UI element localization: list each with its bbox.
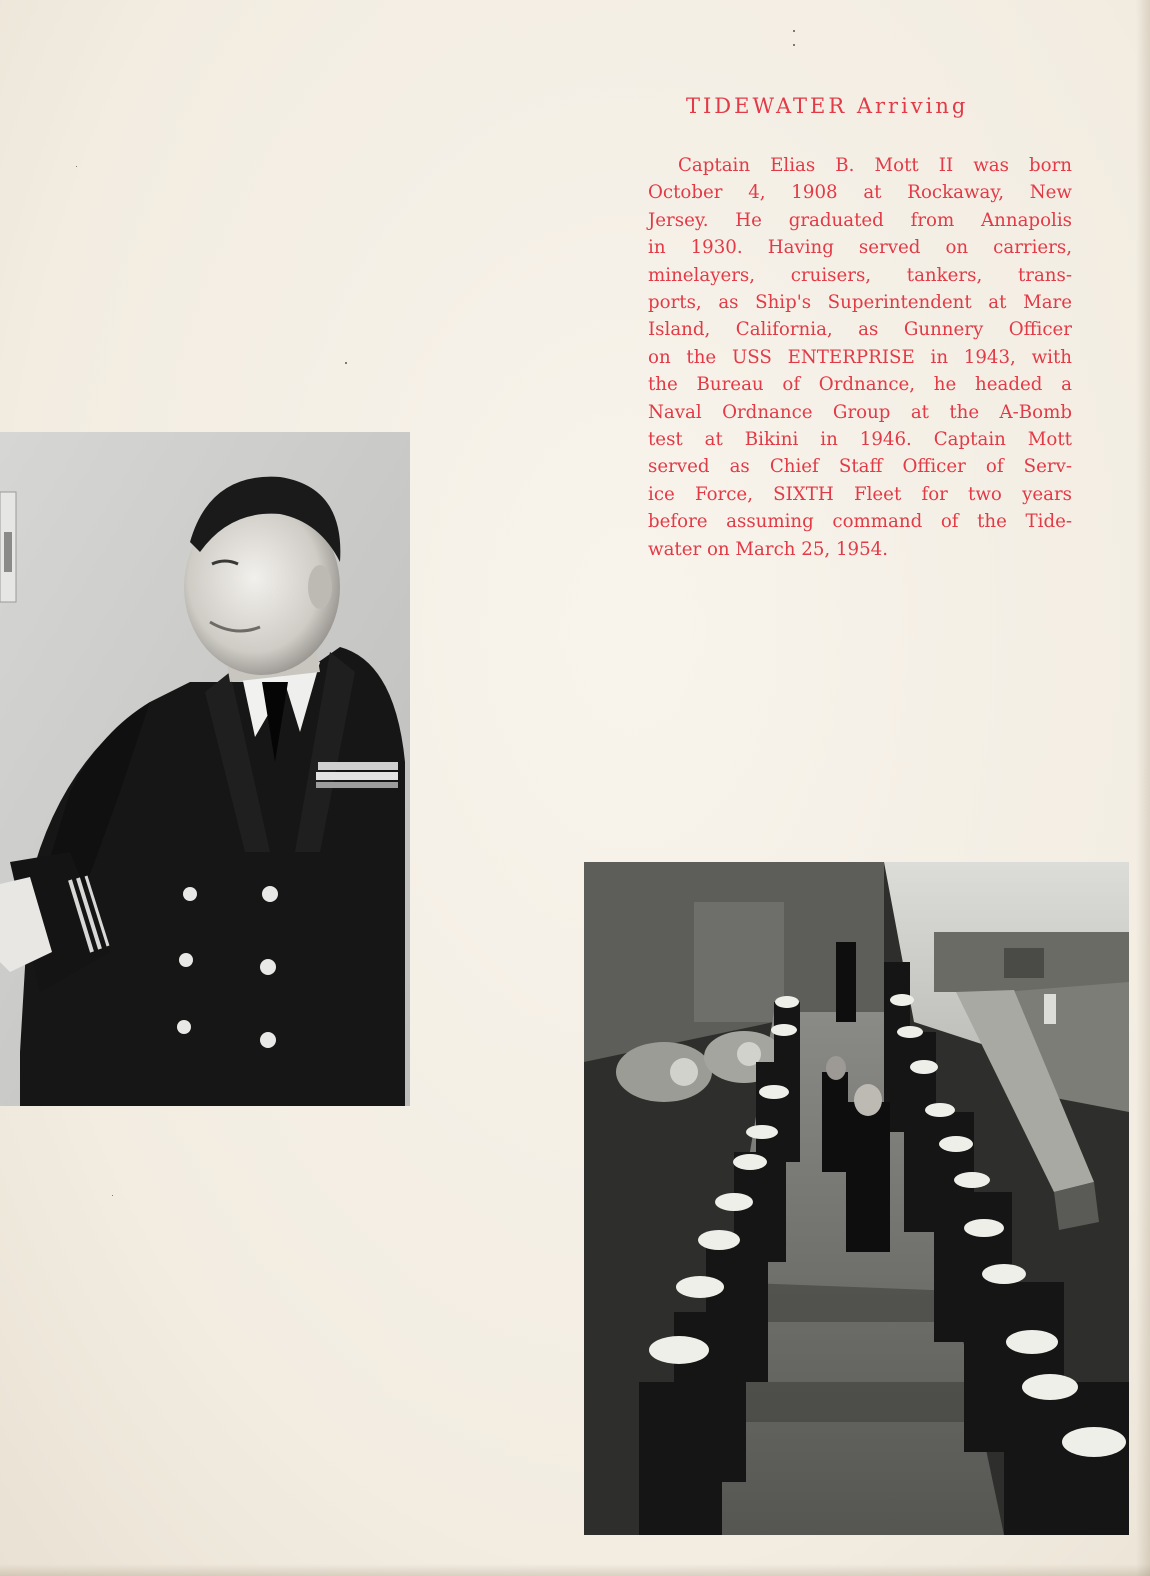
- bio-line: served as Chief Staff Officer of Serv-: [648, 456, 1072, 478]
- bio-line: water on March 25, 1954.: [648, 538, 889, 560]
- paper-speck: [793, 44, 795, 46]
- page-edge-shadow: [1136, 0, 1150, 1576]
- bio-line: minelayers, cruisers, tankers, trans-: [648, 264, 1072, 286]
- bio-line: in 1930. Having served on carriers,: [648, 237, 1072, 259]
- bio-line: Naval Ordnance Group at the A-Bomb: [648, 401, 1072, 423]
- captain-portrait-illustration: [0, 432, 410, 1106]
- bio-line: before assuming command of the Tide-: [648, 511, 1072, 533]
- page-bottom-shadow: [0, 1564, 1150, 1576]
- paper-speck: [345, 362, 347, 364]
- paper-speck: [76, 166, 77, 167]
- bio-line: on the USS ENTERPRISE in 1943, with: [648, 346, 1072, 368]
- captain-portrait-photo: [0, 432, 410, 1106]
- page-title: TIDEWATER Arriving: [686, 94, 969, 118]
- bio-line: October 4, 1908 at Rockaway, New: [648, 182, 1072, 204]
- bio-line: ice Force, SIXTH Fleet for two years: [648, 483, 1072, 505]
- paper-speck: [793, 30, 795, 32]
- paper-speck: [112, 1195, 113, 1196]
- ceremony-photo: [584, 862, 1129, 1535]
- biography-text: [648, 152, 1072, 563]
- bio-line: the Bureau of Ordnance, he headed a: [648, 374, 1072, 396]
- ceremony-illustration: [584, 862, 1129, 1535]
- bio-line: Jersey. He graduated from Annapolis: [648, 209, 1072, 231]
- bio-line: test at Bikini in 1946. Captain Mott: [648, 429, 1072, 451]
- bio-line: Captain Elias B. Mott II was born: [678, 155, 1072, 176]
- bio-line: Island, California, as Gunnery Officer: [648, 319, 1072, 341]
- bio-line: ports, as Ship's Superintendent at Mare: [648, 292, 1072, 314]
